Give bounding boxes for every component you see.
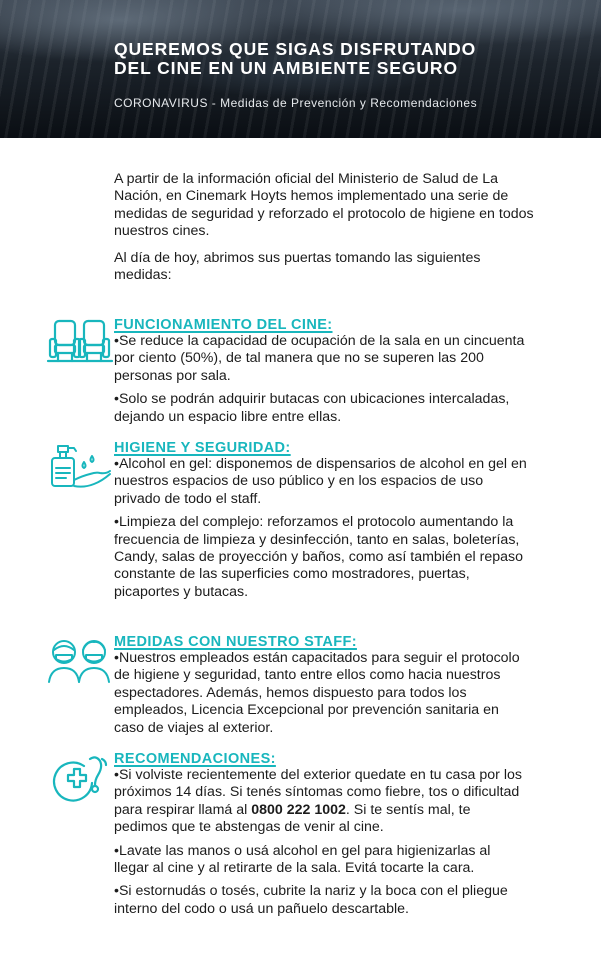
- list-item-text: . Si te sentís mal, te pedimos que te abstengas de venir al cine.: [114, 801, 471, 836]
- section-body: [114, 333, 528, 432]
- page-title-line-2: DEL CINE EN UN AMBIENTE SEGURO: [114, 58, 458, 78]
- list-item: •Se reduce la capacidad de ocupación de la sala en un cincuenta por ciento (50%), de tal manera que no se superen las 200 personas por sala.: [114, 333, 525, 384]
- list-item: •Limpieza del complejo: reforzamos el protocolo aumentando la frecuencia de limpieza y desinfección, tanto en salas, boleterías, Candy, salas de proyección y baños, como así también el repaso constante de las superficies como mostradores, puertas, picaportes y butacas.: [114, 514, 524, 600]
- page-title: [114, 40, 594, 78]
- section-body: [114, 456, 528, 607]
- cinema-seats-icon: [46, 317, 114, 377]
- list-item: •Nuestros empleados están capacitados para seguir el protocolo de higiene y seguridad, tanto entre ellos como hacia nuestros espectadores. Además, hemos dispuesto para todos los empleados, Licencia Excepcional por prevención sanitaria en caso de viajes al exterior.: [114, 650, 520, 736]
- section-heading: HIGIENE Y SEGURIDAD:: [114, 440, 291, 456]
- section-body: [114, 650, 528, 743]
- list-item-text: •Si volviste recientemente del exterior quedate en tu casa por los próximos 14 días. Si tenés síntomas como fiebre, tos o dificultad para respirar llamá al: [114, 767, 522, 818]
- page-subtitle: CORONAVIRUS - Medidas de Prevención y Recomendaciones: [114, 96, 478, 110]
- section-heading: RECOMENDACIONES:: [114, 751, 276, 767]
- hand-sanitizer-icon: [46, 440, 114, 500]
- section-body: [114, 767, 528, 924]
- page-title-line-1: QUEREMOS QUE SIGAS DISFRUTANDO: [114, 39, 477, 59]
- phone-number: 0800 222 1002: [251, 801, 346, 818]
- list-item: •Si estornudás o tosés, cubrite la nariz y la boca con el pliegue interno del codo o usá un pañuelo descartable.: [114, 883, 508, 917]
- intro-text: [114, 171, 534, 293]
- intro-paragraph-2: Al día de hoy, abrimos sus puertas tomando las siguientes medidas:: [114, 249, 481, 284]
- stethoscope-cross-icon: [46, 753, 114, 813]
- intro-paragraph-1: A partir de la información oficial del Ministerio de Salud de La Nación, en Cinemark Hoyts hemos implementado una serie de medidas de seguridad y reforzado el protocolo de higiene en todos nuestros cines.: [114, 171, 534, 240]
- list-item: •Lavate las manos o usá alcohol en gel para higienizarlas al llegar al cine y al retirarte de la sala. Evitá tocarte la cara.: [114, 842, 491, 877]
- staff-masks-icon: [46, 636, 114, 696]
- section-heading: FUNCIONAMIENTO DEL CINE:: [114, 317, 333, 333]
- list-item: •Solo se podrán adquirir butacas con ubicaciones intercaladas, dejando un espacio libre entre ellas.: [114, 391, 510, 425]
- section-heading: MEDIDAS CON NUESTRO STAFF:: [114, 634, 357, 650]
- list-item: [114, 767, 528, 837]
- list-item: •Alcohol en gel: disponemos de dispensarios de alcohol en gel en nuestros espacios de uso público y en los espacios de uso privado de todo el staff.: [114, 456, 527, 507]
- hero-banner: [0, 0, 601, 138]
